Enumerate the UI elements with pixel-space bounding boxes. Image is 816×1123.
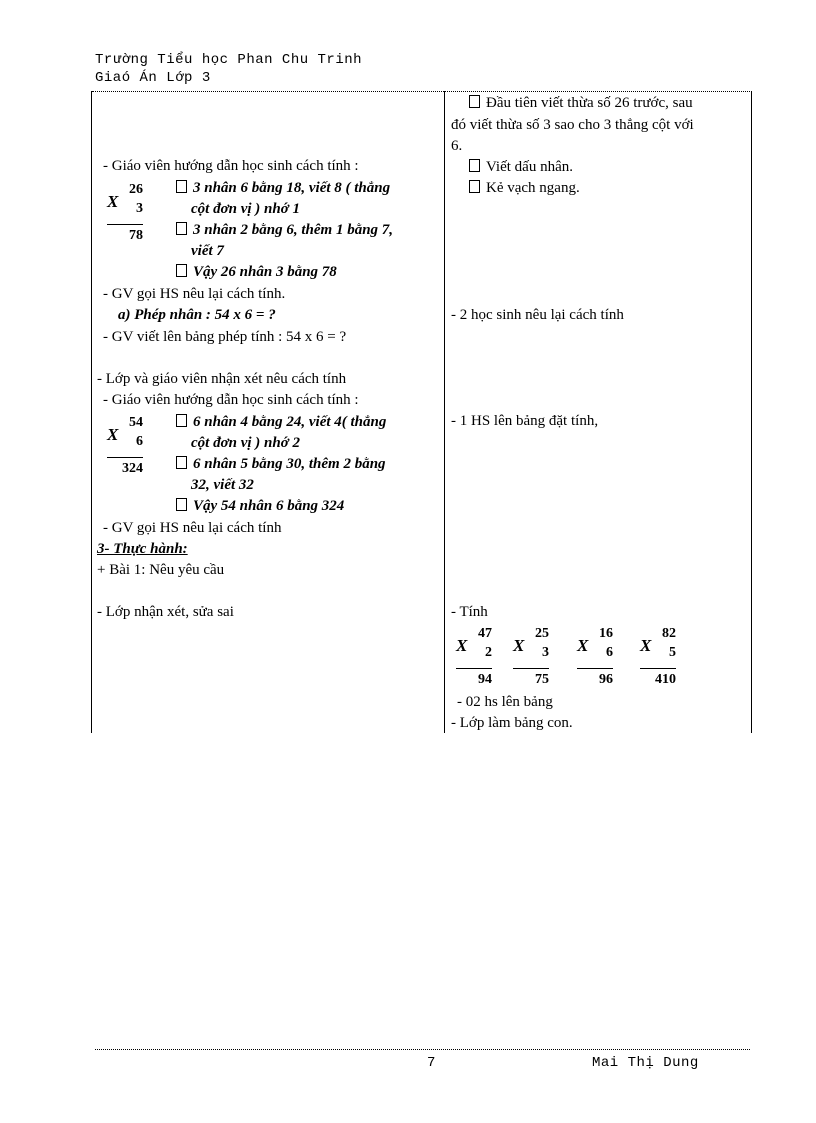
checkbox-icon [176, 222, 187, 235]
factor-a: 54 [129, 415, 143, 430]
result-line [456, 668, 492, 669]
step-5-cont: 32, viết 32 [191, 477, 254, 493]
checkbox-icon [176, 456, 187, 469]
multiplication-26x3 [107, 182, 143, 243]
result-line [640, 668, 676, 669]
step-4: 6 nhân 4 bằng 24, viết 4( thẳng [176, 413, 386, 431]
factor-b: 5 [669, 645, 676, 660]
step-4-cont: cột đơn vị ) nhớ 2 [191, 435, 301, 451]
school-name: Trường Tiểu học Phan Chu Trinh [95, 52, 363, 68]
student-text-2: - 1 HS lên bảng đặt tính, [451, 413, 599, 429]
product: 96 [599, 672, 613, 687]
multiplication-82x5 [640, 626, 676, 687]
note-1-end: 6. [451, 138, 463, 154]
checkbox-icon [469, 159, 480, 172]
checkbox-icon [176, 498, 187, 511]
note-3: Kẻ vạch ngang. [469, 179, 580, 197]
product: 94 [478, 672, 492, 687]
factor-a: 82 [662, 626, 676, 641]
multiply-sign: X [577, 636, 589, 655]
student-text-1: - 2 học sinh nêu lại cách tính [451, 307, 624, 323]
product: 75 [535, 672, 549, 687]
step-2: 3 nhân 2 bằng 6, thêm 1 bằng 7, [176, 221, 393, 239]
step-5: 6 nhân 5 bằng 30, thêm 2 bằng [176, 455, 386, 473]
guide-text-4: - Lớp và giáo viên nhận xét nêu cách tính [97, 371, 347, 387]
factor-b: 6 [136, 434, 143, 449]
checkbox-icon [469, 180, 480, 193]
product: 324 [122, 461, 143, 476]
author-name: Mai Thị Dung [592, 1055, 699, 1071]
guide-text-7: - Lớp nhận xét, sửa sai [97, 604, 234, 620]
exercise-1: + Bài 1: Nêu yêu cầu [97, 562, 225, 578]
section-a-title: a) Phép nhân : 54 x 6 = ? [118, 307, 276, 323]
note-1-cont: đó viết thừa số 3 sao cho 3 thẳng cột với [451, 117, 694, 133]
multiplication-16x6 [577, 626, 613, 687]
student-text-4: - Lớp làm bảng con. [451, 715, 573, 731]
step-1-cont: cột đơn vị ) nhớ 1 [191, 201, 301, 217]
calc-label: - Tính [451, 604, 488, 620]
multiplication-54x6 [107, 415, 143, 476]
guide-text-2: - GV gọi HS nêu lại cách tính. [103, 286, 286, 302]
note-2: Viết dấu nhân. [469, 158, 573, 176]
checkbox-icon [176, 180, 187, 193]
table-top-border [92, 91, 752, 92]
multiply-sign: X [107, 192, 119, 211]
checkbox-icon [469, 95, 480, 108]
step-3: Vậy 26 nhân 3 bằng 78 [176, 263, 337, 281]
table-left-border [91, 91, 92, 733]
page-number: 7 [427, 1055, 436, 1071]
guide-text-6: - GV gọi HS nêu lại cách tính [103, 520, 282, 536]
step-1: 3 nhân 6 bằng 18, viết 8 ( thẳng [176, 179, 390, 197]
multiplication-25x3 [513, 626, 549, 687]
note-1: Đầu tiên viết thừa số 26 trước, sau [469, 94, 693, 112]
factor-b: 6 [606, 645, 613, 660]
guide-text-1: - Giáo viên hướng dẫn học sinh cách tính : [103, 158, 359, 174]
result-line [513, 668, 549, 669]
footer-divider [95, 1049, 750, 1050]
factor-b: 2 [485, 645, 492, 660]
factor-b: 3 [136, 201, 143, 216]
practice-heading: 3- Thực hành: [97, 541, 188, 557]
guide-text-3: - GV viết lên bảng phép tính : 54 x 6 = ? [103, 329, 347, 345]
product: 410 [655, 672, 676, 687]
checkbox-icon [176, 414, 187, 427]
checkbox-icon [176, 264, 187, 277]
multiply-sign: X [456, 636, 468, 655]
factor-a: 26 [129, 182, 143, 197]
table-column-divider [444, 91, 445, 733]
step-2-cont: viết 7 [191, 243, 224, 259]
multiplication-47x2 [456, 626, 492, 687]
factor-a: 25 [535, 626, 549, 641]
factor-a: 47 [478, 626, 492, 641]
lesson-plan-title: Giaó Án Lớp 3 [95, 70, 211, 86]
student-text-3: - 02 hs lên bảng [457, 694, 553, 710]
result-line [107, 457, 143, 458]
guide-text-5: - Giáo viên hướng dẫn học sinh cách tính : [103, 392, 359, 408]
result-line [577, 668, 613, 669]
table-right-border [751, 91, 752, 733]
multiply-sign: X [513, 636, 525, 655]
factor-a: 16 [599, 626, 613, 641]
result-line [107, 224, 143, 225]
multiply-sign: X [107, 425, 119, 444]
multiply-sign: X [640, 636, 652, 655]
product: 78 [129, 228, 143, 243]
factor-b: 3 [542, 645, 549, 660]
step-6: Vậy 54 nhân 6 bằng 324 [176, 497, 344, 515]
